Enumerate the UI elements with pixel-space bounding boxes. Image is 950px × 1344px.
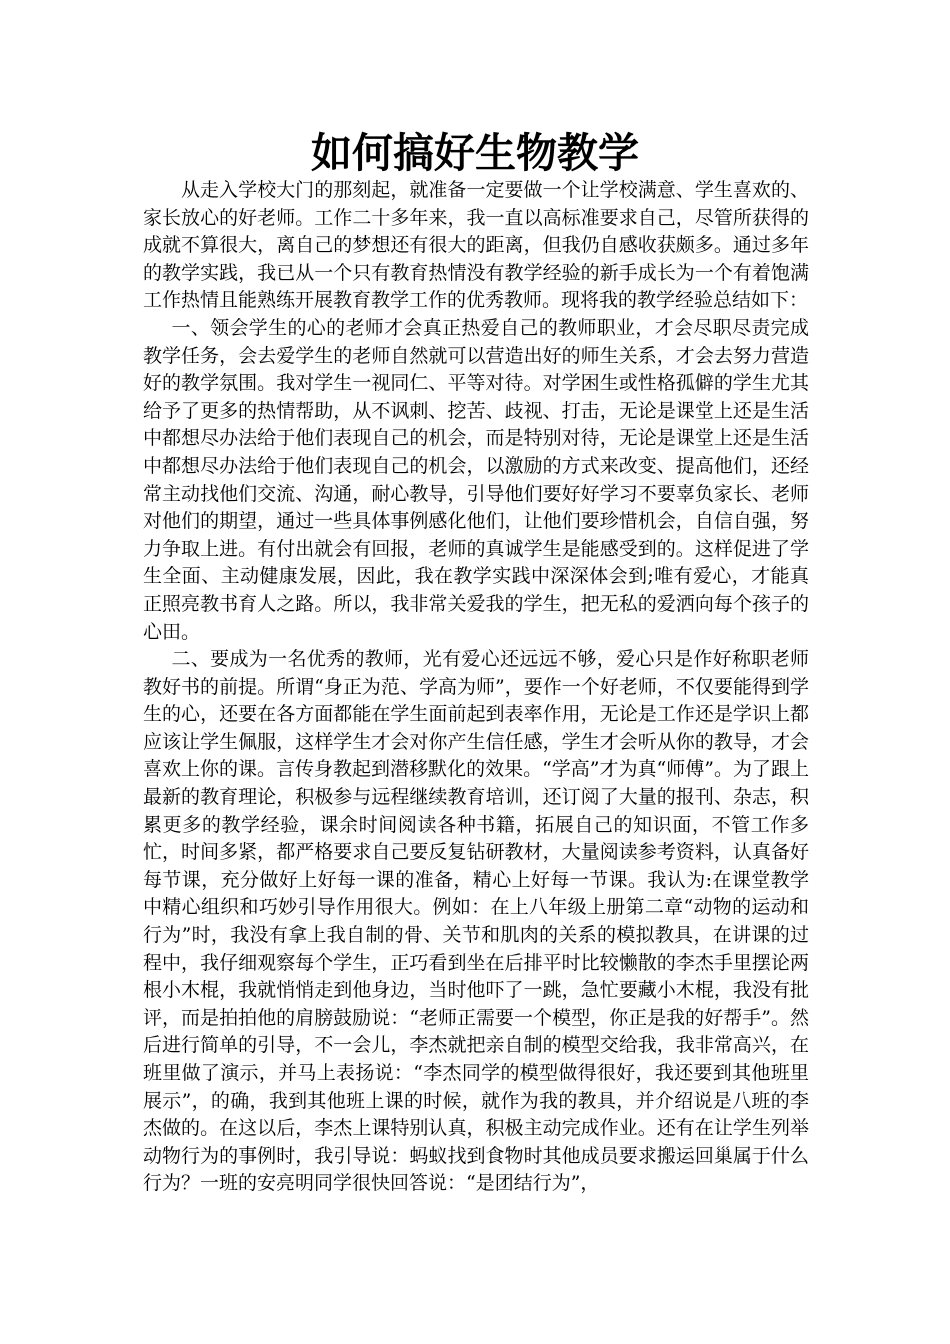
section-one-paragraph: 一、领会学生的心的老师才会真正热爱自己的教师职业，才会尽职尽责完成教学任务，会去爱学生的老师自然就可以营造出好的师生关系，才会去努力营造好的教学氛围。我对学生一视同仁、平等对待。对学困生或性格孤僻的学生尤其给予了更多的热情帮助，从不讽刺、挖苦、歧视、打击，无论是课堂上还是生活中都想尽办法给于他们表现自己的机会，而是特别对待，无论是课堂上还是生活中都想尽办法给于他们表现自己的机会，以激励的方式来改变、提高他们，还经常主动找他们交流、沟通，耐心教导，引导他们要好好学习不要辜负家长、老师对他们的期望，通过一些具体事例感化他们，让他们要珍惜机会，自信自强，努力争取上进。有付出就会有回报，老师的真诚学生是能感受到的。这样促进了学生全面、主动健康发展，因此，我在教学实践中深深体会到;唯有爱心，才能真正照亮教书育人之路。所以，我非常关爱我的学生，把无私的爱洒向每个孩子的心田。: [143, 316, 809, 643]
document-title: 如何搞好生物教学: [311, 129, 639, 177]
intro-paragraph: 从走入学校大门的那刻起，就准备一定要做一个让学校满意、学生喜欢的、家长放心的好老师。工作二十多年来，我一直以高标准要求自己，尽管所获得的成就不算很大，离自己的梦想还有很大的距离，但我仍自感收获颇多。通过多年的教学实践，我已从一个只有教育热情没有教学经验的新手成长为一个有着饱满工作热情且能熟练开展教育教学工作的优秀教师。现将我的教学经验总结如下：: [143, 179, 809, 312]
document-body: [143, 177, 809, 1198]
section-two-paragraph: 二、要成为一名优秀的教师，光有爱心还远远不够，爱心只是作好称职老师教好书的前提。所谓“身正为范、学高为师”，要作一个好老师，不仅要能得到学生的心，还要在各方面都能在学生面前起到表率作用，无论是工作还是学识上都应该让学生佩服，这样学生才会对你产生信任感，学生才会听从你的教导，才会喜欢上你的课。言传身教起到潜移默化的效果。“学高”才为真“师傅”。为了跟上最新的教育理论，积极参与远程继续教育培训，还订阅了大量的报刊、杂志，积累更多的教学经验，课余时间阅读各种书籍，拓展自己的知识面，不管工作多忙，时间多紧，都严格要求自己要反复钻研教材，大量阅读参考资料，认真备好每节课，充分做好上好每一课的准备，精心上好每一节课。我认为:在课堂教学中精心组织和巧妙引导作用很大。例如：在上八年级上册第二章“动物的运动和行为”时，我没有拿上我自制的骨、关节和肌肉的关系的模拟教具，在讲课的过程中，我仔细观察每个学生，正巧看到坐在后排平时比较懒散的李杰手里摆论两根小木棍，我就悄悄走到他身边，当时他吓了一跳，急忙要藏小木棍，我没有批评，而是拍拍他的肩膀鼓励说：“老师正需要一个模型，你正是我的好帮手”。然后进行简单的引导，不一会儿，李杰就把亲自制的模型交给我，我非常高兴，在班里做了演示，并马上表扬说：“李杰同学的模型做得很好，我还要到其他班里展示”，的确，我到其他班上课的时候，就作为我的教具，并介绍说是八班的李杰做的。在这以后，李杰上课特别认真，积极主动完成作业。还有在让学生列举动物行为的事例时，我引导说：蚂蚁找到食物时其他成员要求搬运回巢属于什么行为？一班的安亮明同学很快回答说：“是团结行为”，: [143, 648, 809, 1195]
